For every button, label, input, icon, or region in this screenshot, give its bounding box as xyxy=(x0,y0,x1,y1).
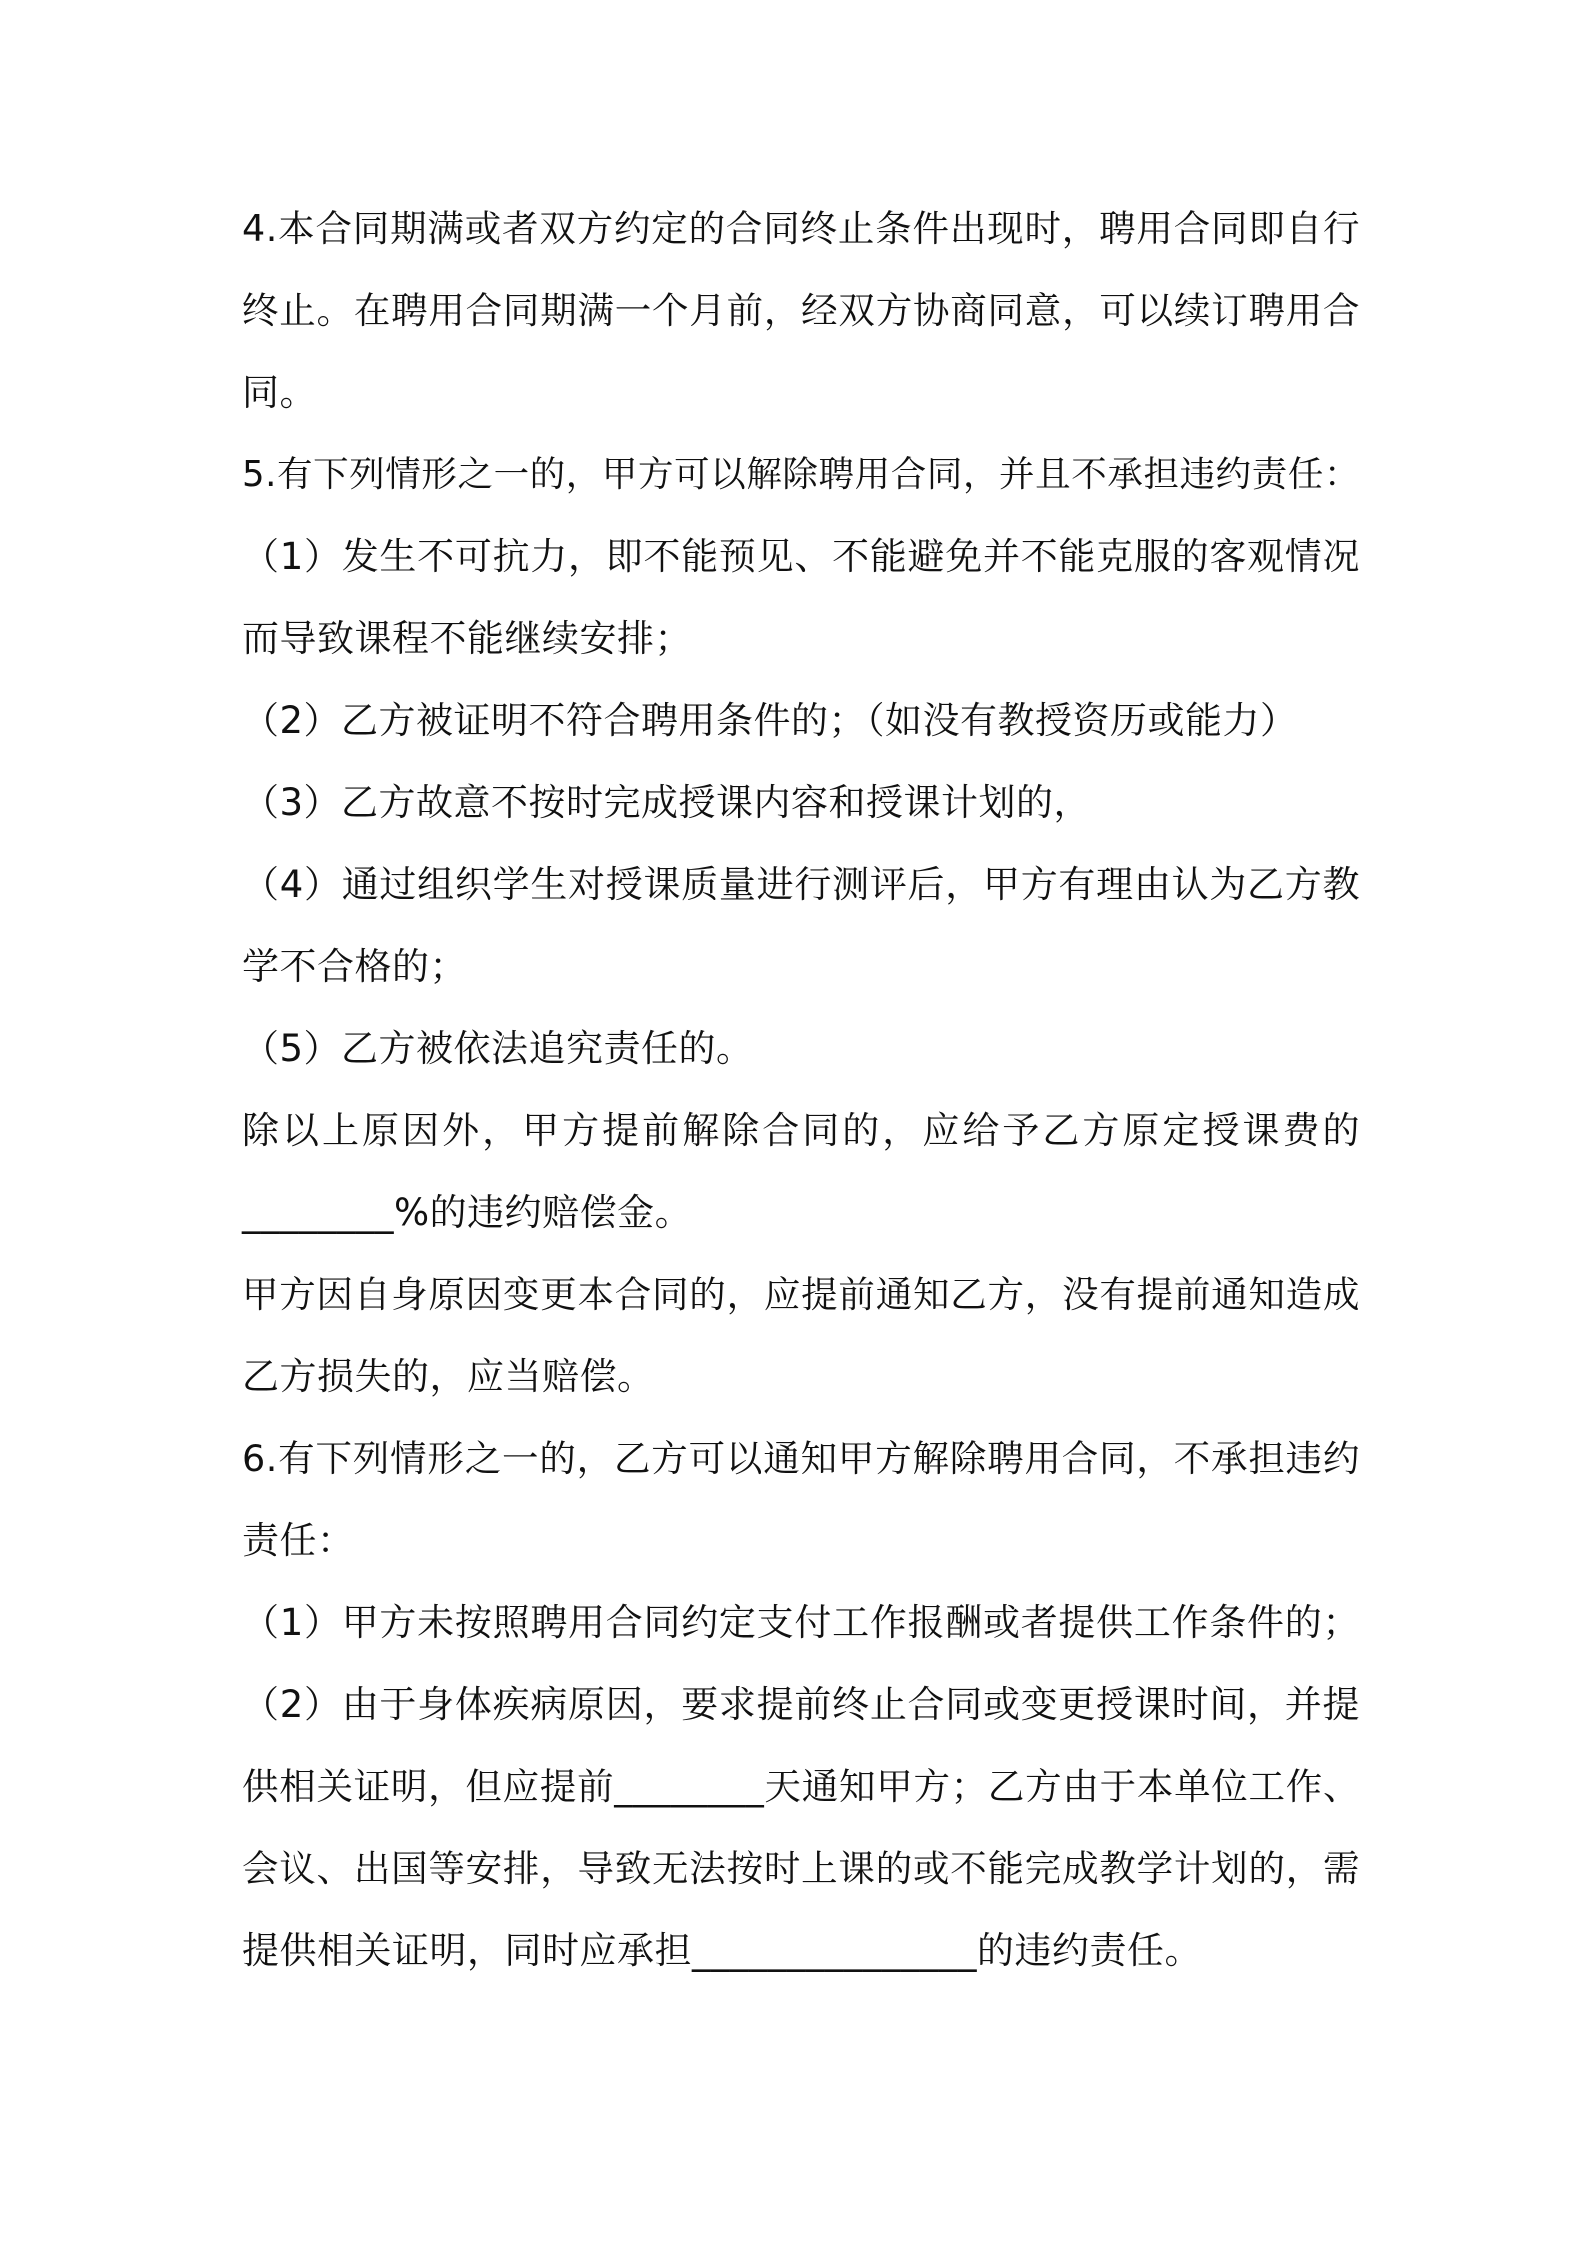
document-body xyxy=(242,188,1360,1992)
text-line: ________%的违约赔偿金。 xyxy=(242,1191,693,1234)
text-line: 提供相关证明，同时应承担_______________的违约责任。 xyxy=(242,1929,1202,1972)
text-line: （5）乙方被依法追究责任的。 xyxy=(242,1027,754,1070)
text-line: （3）乙方故意不按时完成授课内容和授课计划的， xyxy=(242,781,1092,824)
text-line: （2）由于身体疾病原因，要求提前终止合同或变更授课时间，并提 xyxy=(242,1683,1360,1726)
text-line: 5.有下列情形之一的，甲方可以解除聘用合同，并且不承担违约责任： xyxy=(242,454,1360,495)
text-line: 4.本合同期满或者双方约定的合同终止条件出现时，聘用合同即自行 xyxy=(242,207,1360,250)
text-line: 乙方损失的，应当赔偿。 xyxy=(242,1355,655,1398)
text-line: 6.有下列情形之一的，乙方可以通知甲方解除聘用合同，不承担违约 xyxy=(242,1437,1360,1480)
text-line: （2）乙方被证明不符合聘用条件的；（如没有教授资历或能力） xyxy=(242,699,1298,742)
text-line: 责任： xyxy=(242,1519,355,1562)
text-line: 会议、出国等安排，导致无法按时上课的或不能完成教学计划的，需 xyxy=(242,1847,1360,1890)
text-line: 除以上原因外，甲方提前解除合同的，应给予乙方原定授课费的 xyxy=(242,1109,1360,1152)
text-line: （4）通过组织学生对授课质量进行测评后，甲方有理由认为乙方教 xyxy=(242,863,1360,906)
text-line: （1）甲方未按照聘用合同约定支付工作报酬或者提供工作条件的； xyxy=(242,1601,1360,1644)
text-line: 而导致课程不能继续安排； xyxy=(242,617,692,660)
text-line: 同。 xyxy=(242,371,317,414)
text-line: 甲方因自身原因变更本合同的，应提前通知乙方，没有提前通知造成 xyxy=(242,1273,1360,1316)
text-line: （1）发生不可抗力，即不能预见、不能避免并不能克服的客观情况 xyxy=(242,535,1360,578)
text-line: 学不合格的； xyxy=(242,945,467,988)
text-line: 终止。在聘用合同期满一个月前，经双方协商同意，可以续订聘用合 xyxy=(242,289,1360,332)
text-line: 供相关证明，但应提前________天通知甲方；乙方由于本单位工作、 xyxy=(242,1765,1360,1808)
